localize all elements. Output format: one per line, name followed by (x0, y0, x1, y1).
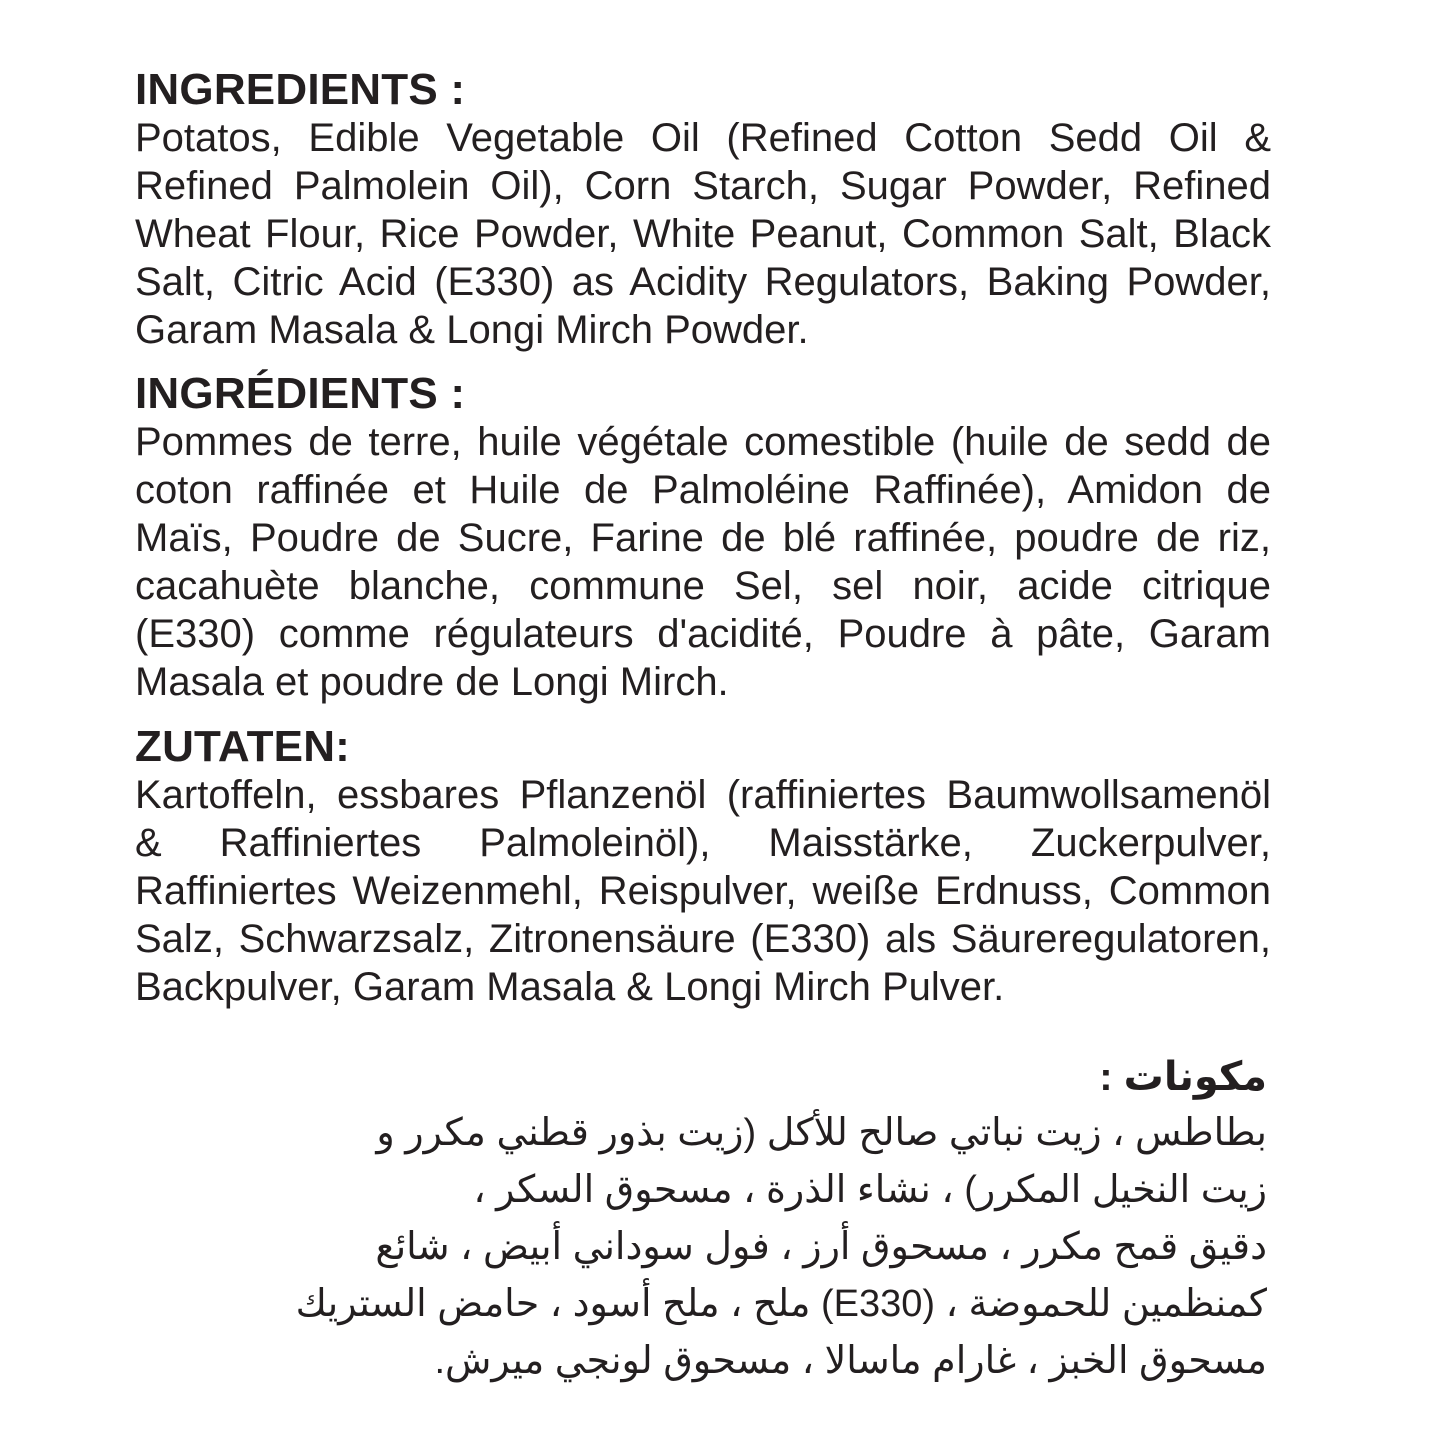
heading-english: INGREDIENTS : (135, 65, 466, 114)
ingredients-section-german (135, 723, 1271, 1011)
ingredients-line-arabic: دقيق قمح مكرر ، مسحوق أرز ، فول سوداني أبيض ، شائع (375, 1226, 1267, 1268)
ingredients-section-french (135, 370, 1271, 706)
ingredients-text-german: Kartoffeln, essbares Pflanzenöl (raffiniertes Baumwollsamenöl & Raffiniertes Palmoleinöl), Maisstärke, Zuckerpulver, Raffiniertes Weizenmehl, Reispulver, weiße Erdnuss, Common Salz, Schwarzsalz, Zitronensäure (E330) als Säureregulatoren, Backpulver, Garam Masala & Longi Mirch Pulver. (135, 773, 1271, 1009)
ingredients-line-arabic: زيت النخيل المكرر) ، نشاء الذرة ، مسحوق السكر ، (473, 1169, 1267, 1211)
ingredients-line-arabic: كمنظمين للحموضة ، (E330) ملح ، ملح أسود ، حامض الستريك (295, 1283, 1267, 1325)
ingredients-section-arabic (105, 1049, 1267, 1390)
heading-german: ZUTATEN: (135, 722, 351, 771)
ingredients-text-english: Potatos, Edible Vegetable Oil (Refined Cotton Sedd Oil & Refined Palmolein Oil), Corn Starch, Sugar Powder, Refined Wheat Flour, Rice Powder, White Peanut, Common Salt, Black Salt, Citric Acid (E330) as Acidity Regulators, Baking Powder, Garam Masala & Longi Mirch Powder. (135, 116, 1271, 352)
ingredients-text-french: Pommes de terre, huile végétale comestible (huile de sedd de coton raffinée et Huile de Palmoléine Raffinée), Amidon de Maïs, Poudre de Sucre, Farine de blé raffinée, poudre de riz, cacahuète blanche, commune Sel, sel noir, acide citrique (E330) comme régulateurs d'acidité, Poudre à pâte, Garam Masala et poudre de Longi Mirch. (135, 420, 1271, 704)
ingredients-section-english (135, 66, 1271, 354)
heading-french: INGRÉDIENTS : (135, 369, 466, 418)
ingredients-line-arabic: مسحوق الخبز ، غارام ماسالا ، مسحوق لونجي ميرش. (434, 1340, 1267, 1382)
heading-arabic: مكونات : (1099, 1055, 1267, 1099)
ingredients-line-arabic: بطاطس ، زيت نباتي صالح للأكل (زيت بذور قطني مكرر و (376, 1112, 1267, 1154)
